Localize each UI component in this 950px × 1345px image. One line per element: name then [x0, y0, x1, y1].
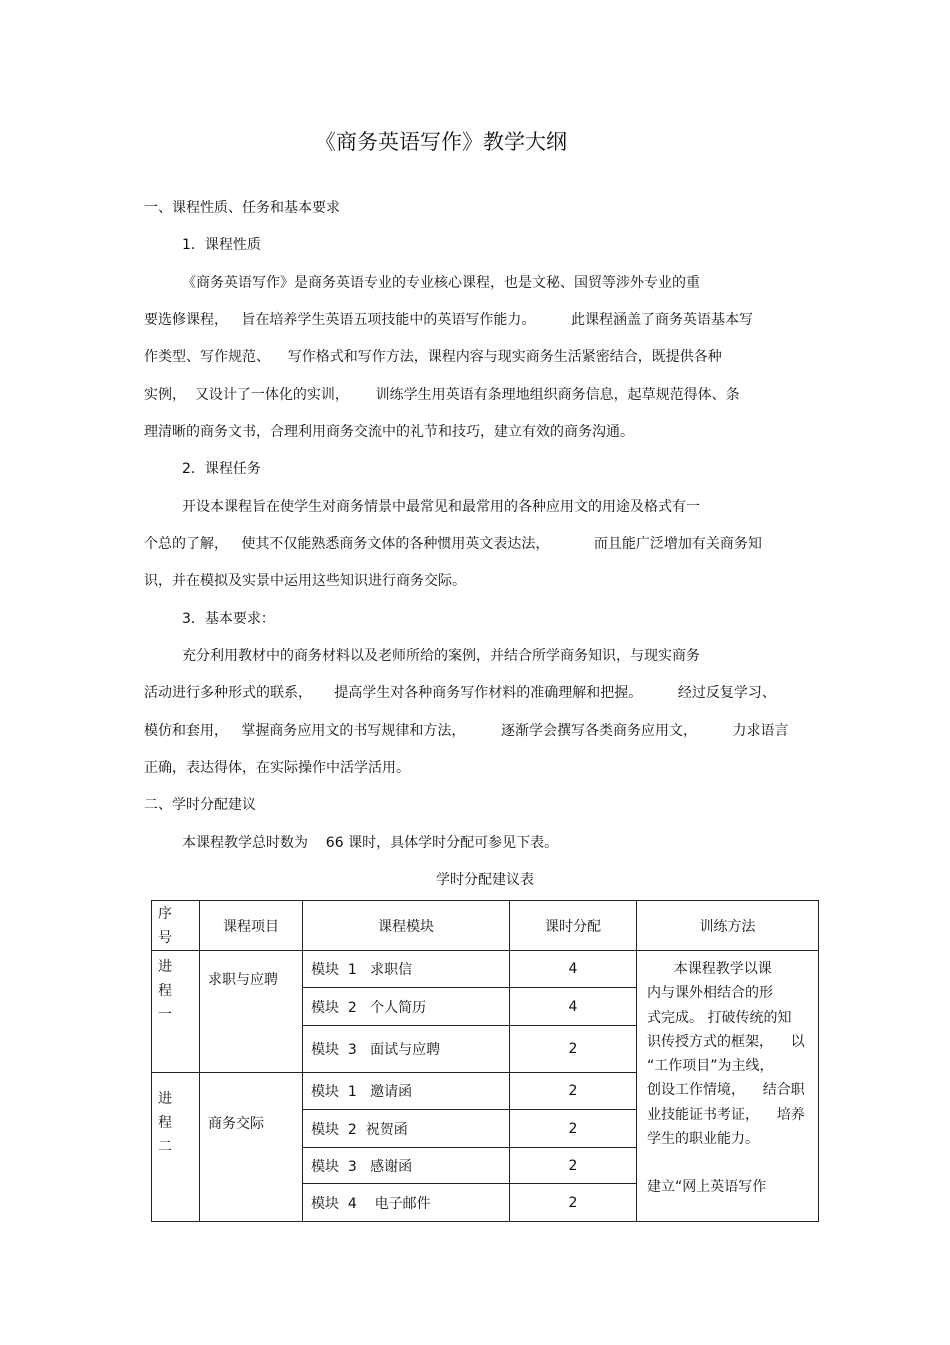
- hours-cell: 2: [510, 1026, 637, 1073]
- module-cell: 模块 4 电子邮件: [303, 1184, 510, 1222]
- header-seq-text: 序号: [158, 905, 172, 946]
- document-title: 《商务英语写作》教学大纲: [315, 130, 567, 154]
- paragraph-line: 要选修课程， 旨在培养学生英语五项技能中的英语写作能力。 此课程涵盖了商务英语基本写: [144, 312, 753, 328]
- module-cell: 模块 2 个人简历: [303, 988, 510, 1026]
- module-cell: 模块 2 祝贺函: [303, 1110, 510, 1148]
- subsection-heading: 2．课程任务: [182, 461, 261, 477]
- hours-cell: 2: [510, 1184, 637, 1222]
- header-hours: 课时分配: [510, 901, 637, 951]
- group1-project: 求职与应聘: [200, 951, 303, 1073]
- paragraph-line: 实例， 又设计了一体化的实训， 训练学生用英语有条理地组织商务信息，起草规范得体、条: [144, 387, 740, 403]
- module-cell: 模块 3 感谢函: [303, 1148, 510, 1184]
- hours-cell: 4: [510, 988, 637, 1026]
- subsection-heading: 1．课程性质: [182, 237, 261, 253]
- method-line: 学生的职业能力。: [647, 1131, 759, 1148]
- group2-seq-text: 进程二: [158, 1091, 172, 1155]
- module-cell: 模块 3 面试与应聘: [303, 1026, 510, 1073]
- method-line: 业技能证书考证， 培养: [647, 1106, 805, 1123]
- method-line: 创设工作情境， 结合职: [647, 1082, 805, 1099]
- hours-cell: 2: [510, 1073, 637, 1110]
- method-line: [647, 1151, 810, 1175]
- method-line: 识传授方式的框架， 以: [647, 1033, 805, 1050]
- group2-seq: [152, 1073, 200, 1222]
- paragraph-line: 理清晰的商务文书，合理利用商务交流中的礼节和技巧，建立有效的商务沟通。: [144, 424, 634, 440]
- group1-seq: [152, 951, 200, 1073]
- paragraph-line: 作类型、写作规范、 写作格式和写作方法，课程内容与现实商务生活紧密结合，既提供各种: [144, 349, 722, 365]
- method-line: “工作项目”为主线，: [647, 1058, 774, 1075]
- table-caption: 学时分配建议表: [436, 872, 534, 888]
- hours-cell: 2: [510, 1110, 637, 1148]
- paragraph-line: 充分利用教材中的商务材料以及老师所给的案例，并结合所学商务知识，与现实商务: [182, 648, 700, 664]
- section-heading: 一、课程性质、任务和基本要求: [144, 200, 340, 216]
- header-project: 课程项目: [200, 901, 303, 951]
- group1-seq-text: 进程一: [158, 959, 172, 1023]
- paragraph-line: 模仿和套用， 掌握商务应用文的书写规律和方法， 逐渐学会撰写各类商务应用文， 力求语言: [144, 723, 789, 739]
- header-method: 训练方法: [637, 901, 819, 951]
- paragraph-line: 《商务英语写作》是商务英语专业的专业核心课程，也是文秘、国贸等涉外专业的重: [182, 275, 700, 291]
- method-line: 本课程教学以课: [647, 961, 772, 977]
- paragraph-line: 个总的了解， 使其不仅能熟悉商务文体的各种惯用英文表达法， 而且能广泛增加有关商务知: [144, 536, 762, 552]
- header-module: 课程模块: [303, 901, 510, 951]
- hours-allocation-table: [151, 900, 819, 1222]
- module-cell: 模块 1 邀请函: [303, 1073, 510, 1110]
- paragraph-line: 活动进行多种形式的联系， 提高学生对各种商务写作材料的准确理解和把握。 经过反复学习、: [144, 685, 776, 701]
- header-seq: [152, 901, 200, 951]
- training-method-cell: [637, 951, 819, 1222]
- module-cell: 模块 1 求职信: [303, 951, 510, 988]
- paragraph-line: 正确，表达得体，在实际操作中活学活用。: [144, 760, 410, 776]
- hours-cell: 2: [510, 1148, 637, 1184]
- method-line: 建立“网上英语写作: [647, 1179, 767, 1196]
- group2-project: 商务交际: [200, 1073, 303, 1222]
- paragraph-line: 开设本课程旨在使学生对商务情景中最常见和最常用的各种应用文的用途及格式有一: [182, 499, 700, 515]
- method-line: 式完成。 打破传统的知: [647, 1009, 792, 1026]
- section-heading: 二、学时分配建议: [144, 797, 256, 813]
- table-row: [152, 951, 819, 988]
- hours-cell: 4: [510, 951, 637, 988]
- paragraph-line: 本课程教学总时数为 66 课时，具体学时分配可参见下表。: [182, 835, 559, 851]
- method-line: 内与课外相结合的形: [647, 985, 773, 1002]
- subsection-heading: 3．基本要求：: [182, 611, 275, 627]
- table-header-row: [152, 901, 819, 951]
- paragraph-line: 识，并在模拟及实景中运用这些知识进行商务交际。: [144, 573, 466, 589]
